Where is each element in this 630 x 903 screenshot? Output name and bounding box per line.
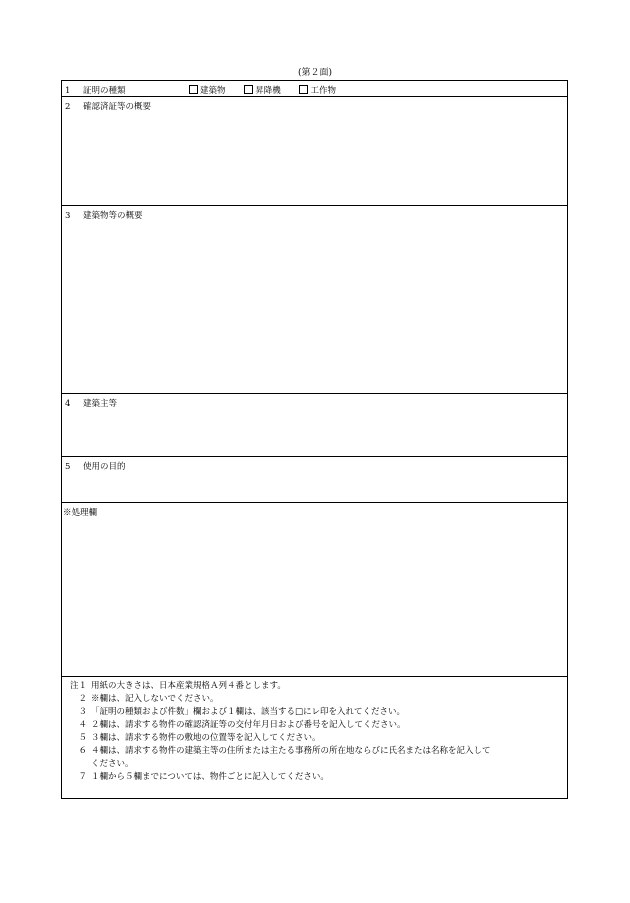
- page-title: (第２面): [297, 68, 333, 78]
- note-item: ３ 「証明の種類および件数」欄および１欄は、該当する□にレ印を入れてください。: [78, 707, 406, 717]
- note-item: ６ ４欄は、請求する物件の建築主等の住所または主たる事務所の所在地ならびに氏名または名称を記入して: [78, 746, 491, 756]
- row-label: [65, 209, 143, 221]
- row-certificate-type: [62, 81, 567, 97]
- checkbox-icon[interactable]: [189, 85, 198, 94]
- processing-label: ※処理欄: [63, 508, 98, 518]
- notes-list: [63, 680, 565, 784]
- row-number: 5: [65, 462, 71, 472]
- row-building-summary[interactable]: [62, 206, 567, 394]
- row-number: 4: [65, 399, 71, 409]
- certificate-form: [61, 80, 568, 799]
- option-structure[interactable]: 工作物: [299, 84, 336, 96]
- building-summary-label: 建築物等の概要: [83, 211, 143, 221]
- purpose-label: 使用の目的: [83, 462, 126, 472]
- row-owner[interactable]: [62, 394, 567, 457]
- checkbox-icon[interactable]: [244, 85, 253, 94]
- row-number: 1: [65, 86, 71, 96]
- row-label: [65, 100, 151, 112]
- row-label: [65, 460, 126, 472]
- note-item: 注１ 用紙の大きさは、日本産業規格Ａ列４番とします。: [69, 681, 286, 691]
- note-item-continuation: ください。: [91, 759, 134, 769]
- note-item: ５ ３欄は、請求する物件の敷地の位置等を記入してください。: [78, 733, 321, 743]
- row-processing: [62, 503, 567, 677]
- certificate-type-label: 証明の種類: [83, 86, 126, 96]
- note-item: ２ ※欄は、記入しないでください。: [78, 694, 219, 704]
- row-label: [65, 397, 117, 409]
- confirmation-summary-label: 確認済証等の概要: [83, 102, 152, 112]
- note-item: ４ ２欄は、請求する物件の確認済証等の交付年月日および番号を記入してください。: [78, 720, 406, 730]
- option-elevator[interactable]: 昇降機: [244, 84, 281, 96]
- note-item: ７ １欄から５欄までについては、物件ごとに記入してください。: [78, 772, 329, 782]
- checkbox-icon[interactable]: [299, 85, 308, 94]
- row-number: 3: [65, 211, 71, 221]
- row-purpose[interactable]: [62, 457, 567, 503]
- option-building[interactable]: 建築物: [189, 84, 226, 96]
- row-confirmation-summary[interactable]: [62, 97, 567, 206]
- notes-section: [62, 677, 567, 798]
- certificate-type-options: [189, 84, 352, 96]
- row-label: [65, 84, 126, 96]
- row-number: 2: [65, 102, 71, 112]
- owner-label: 建築主等: [83, 399, 118, 409]
